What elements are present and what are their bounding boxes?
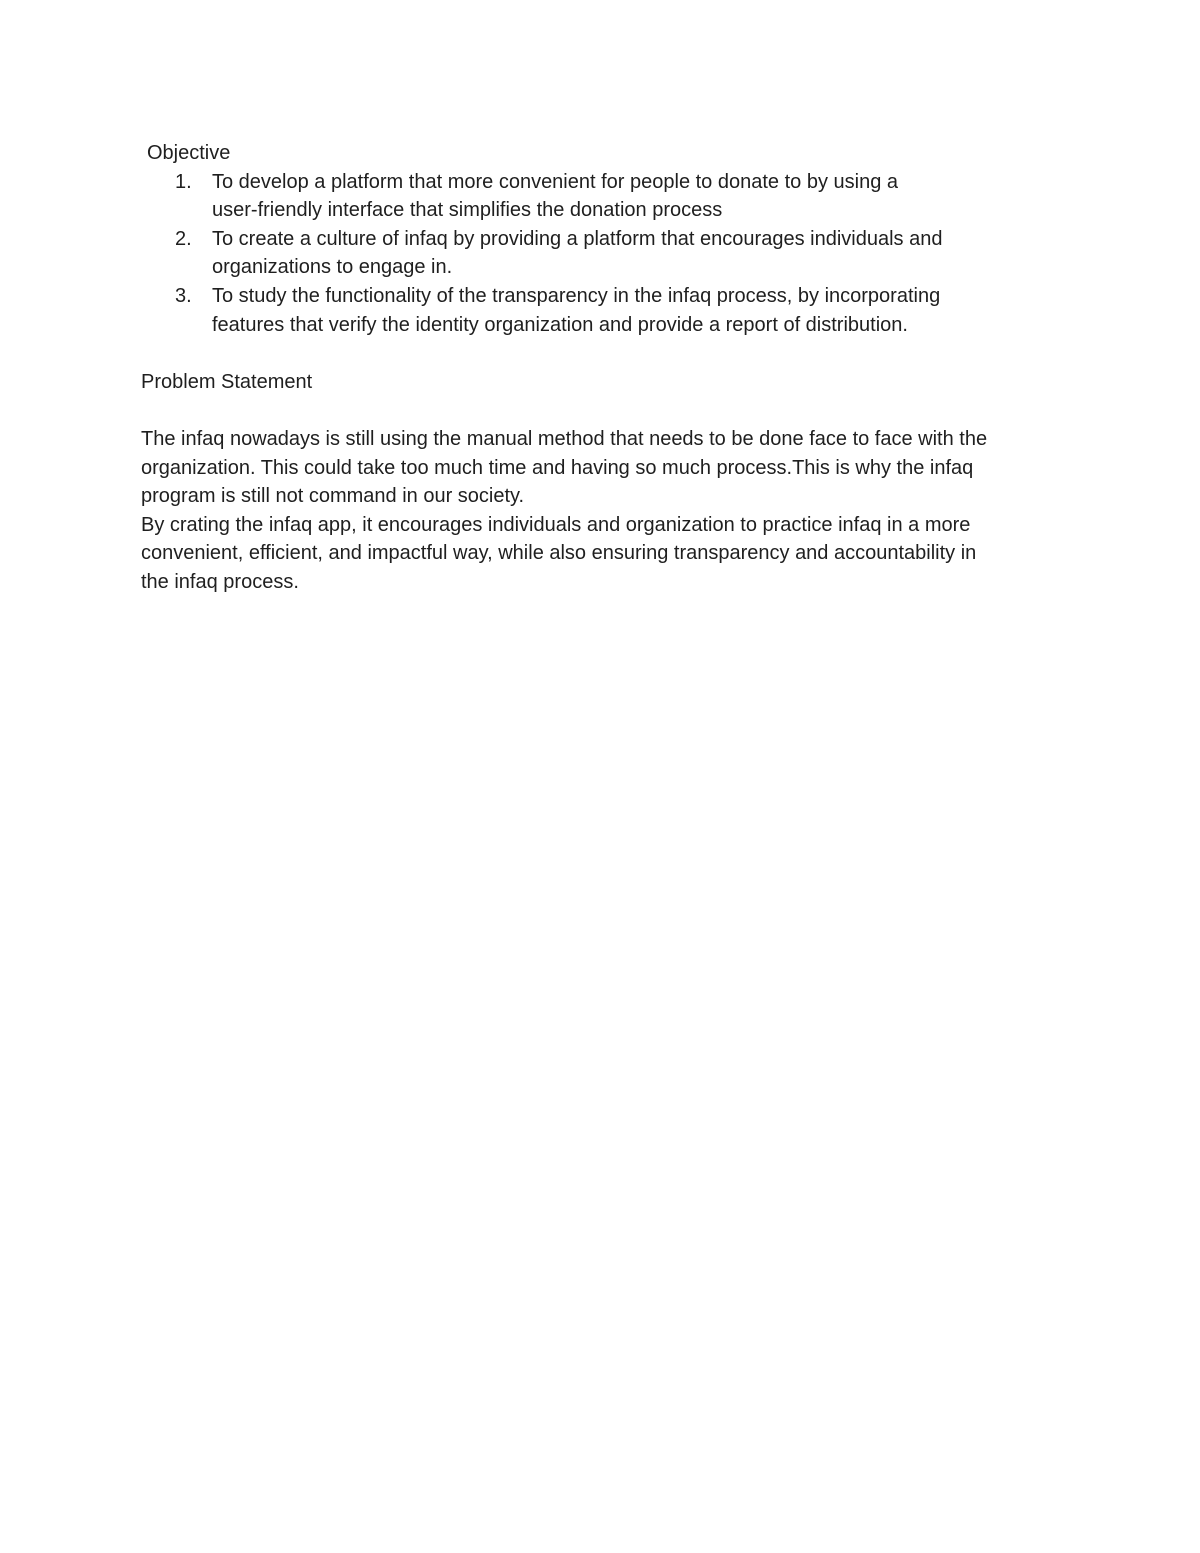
list-line: features that verify the identity organization and provide a report of distribution. <box>212 313 908 336</box>
paragraph-line: convenient, efficient, and impactful way, while also ensuring transparency and accountability in <box>141 542 977 565</box>
list-line: organizations to engage in. <box>212 256 453 279</box>
paragraph-line: By crating the infaq app, it encourages individuals and organization to practice infaq in a more <box>141 513 971 536</box>
problem-paragraph-2 <box>141 511 1071 597</box>
list-number: 3. <box>175 284 192 307</box>
problem-paragraph-1 <box>141 425 1071 511</box>
list-number: 2. <box>175 227 192 250</box>
list-line: To create a culture of infaq by providing a platform that encourages individuals and <box>212 227 943 250</box>
paragraph-line: organization. This could take too much time and having so much process.This is why the infaq <box>141 456 974 479</box>
list-number: 1. <box>175 170 192 193</box>
paragraph-line: program is still not command in our society. <box>141 485 525 508</box>
objective-item-2 <box>141 225 1071 282</box>
paragraph-line: The infaq nowadays is still using the manual method that needs to be done face to face with the <box>141 427 988 450</box>
list-line: user-friendly interface that simplifies the donation process <box>212 199 723 222</box>
document-content <box>141 139 1071 597</box>
blank-line <box>141 396 1071 425</box>
objective-item-1 <box>141 168 1071 225</box>
list-line: To study the functionality of the transparency in the infaq process, by incorporating <box>212 284 941 307</box>
objective-item-3 <box>141 282 1071 339</box>
objective-list <box>141 168 1071 340</box>
objective-heading: Objective <box>147 142 231 164</box>
paragraph-line: the infaq process. <box>141 570 299 593</box>
list-line: To develop a platform that more convenient for people to donate to by using a <box>212 170 898 193</box>
blank-line <box>141 339 1071 368</box>
problem-statement-heading: Problem Statement <box>141 370 313 393</box>
